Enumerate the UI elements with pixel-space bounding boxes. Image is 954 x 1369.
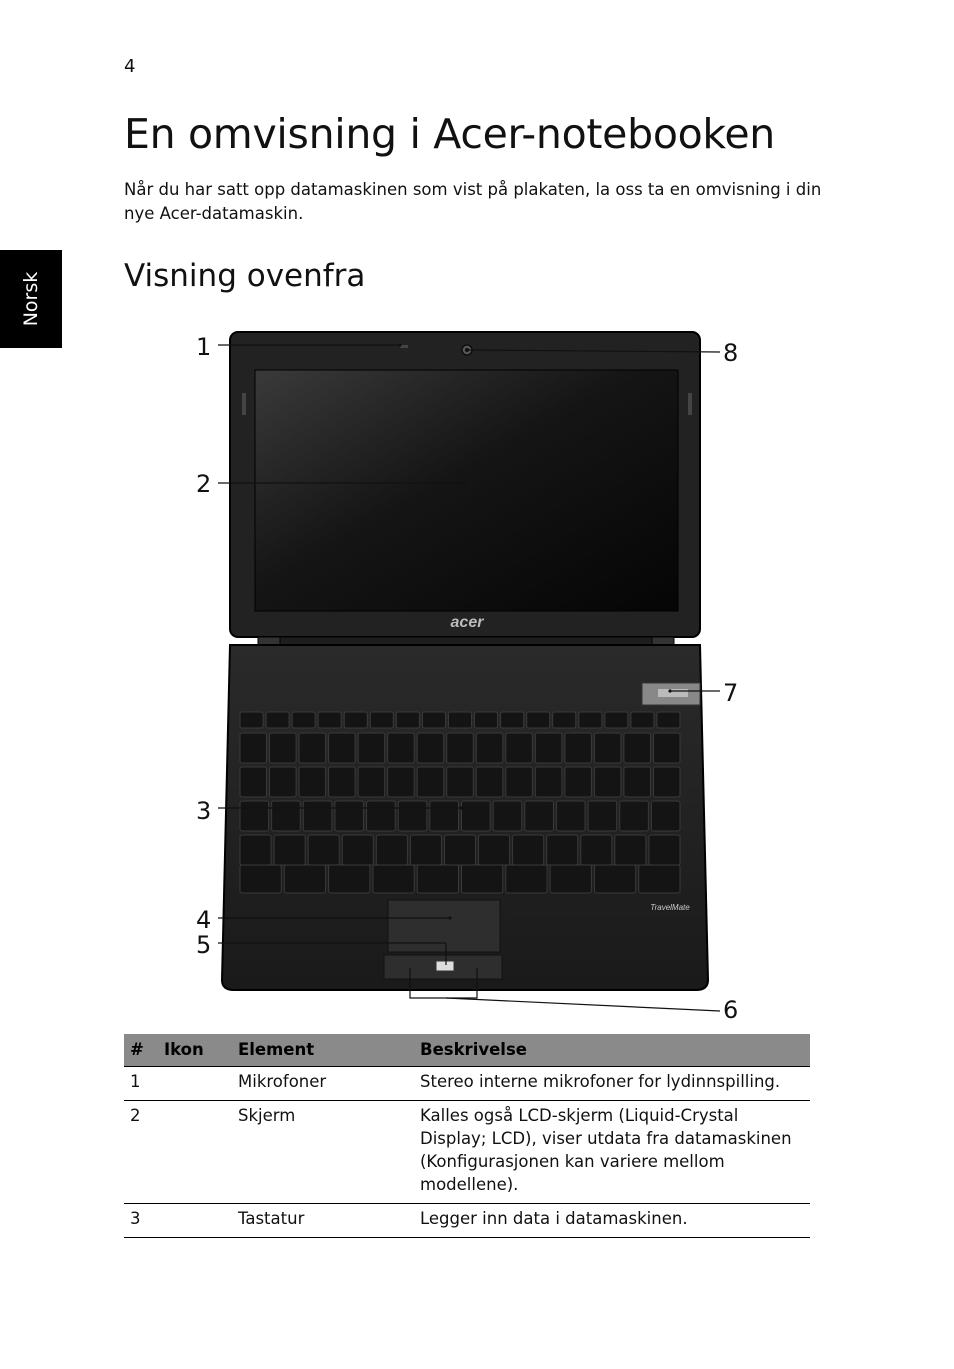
- row-icon: [158, 1067, 232, 1101]
- table-row: [124, 1067, 810, 1101]
- table-row: [124, 1204, 810, 1238]
- row-description: Legger inn data i datamaskinen.: [414, 1204, 810, 1238]
- callout-1: 1: [196, 333, 212, 361]
- language-side-tab: [0, 250, 62, 348]
- row-description: Stereo interne mikrofoner for lydinnspilling.: [414, 1067, 810, 1101]
- fingerprint-reader: [436, 961, 454, 971]
- table-row: [124, 1101, 810, 1204]
- callout-6: 6: [723, 996, 739, 1024]
- touchpad: [388, 900, 500, 952]
- section-title: Visning ovenfra: [124, 258, 366, 294]
- language-label: Norsk: [20, 271, 42, 327]
- row-icon: [158, 1204, 232, 1238]
- header-icon: Ikon: [158, 1034, 232, 1067]
- header-number: #: [124, 1034, 158, 1067]
- lcd-screen: [255, 370, 678, 611]
- laptop-illustration: [180, 325, 770, 1025]
- row-description: Kalles også LCD-skjerm (Liquid-Crystal Display; LCD), viser utdata fra datamaskinen (Konfigurasjonen kan variere mellom modellene).: [414, 1101, 810, 1204]
- header-element: Element: [232, 1034, 414, 1067]
- header-description: Beskrivelse: [414, 1034, 810, 1067]
- table-header-row: [124, 1034, 810, 1067]
- components-table: [124, 1034, 810, 1238]
- model-logo: TravelMate: [650, 903, 690, 912]
- row-element: Mikrofoner: [232, 1067, 414, 1101]
- laptop-top-view-figure: [180, 325, 770, 1025]
- callout-5: 5: [196, 931, 212, 959]
- row-element: Tastatur: [232, 1204, 414, 1238]
- row-number: 2: [124, 1101, 158, 1204]
- callout-2: 2: [196, 470, 212, 498]
- intro-paragraph: Når du har satt opp datamaskinen som vist på plakaten, la oss ta en omvisning i din nye Acer-datamaskin.: [124, 180, 822, 223]
- callout-7: 7: [723, 679, 739, 707]
- row-number: 3: [124, 1204, 158, 1238]
- row-icon: [158, 1101, 232, 1204]
- page-title: En omvisning i Acer-notebooken: [124, 110, 775, 158]
- callout-8: 8: [723, 339, 739, 367]
- callout-3: 3: [196, 797, 212, 825]
- brand-logo: acer: [450, 614, 484, 631]
- row-element: Skjerm: [232, 1101, 414, 1204]
- callout-4: 4: [196, 906, 212, 934]
- page-number: 4: [124, 56, 136, 77]
- row-number: 1: [124, 1067, 158, 1101]
